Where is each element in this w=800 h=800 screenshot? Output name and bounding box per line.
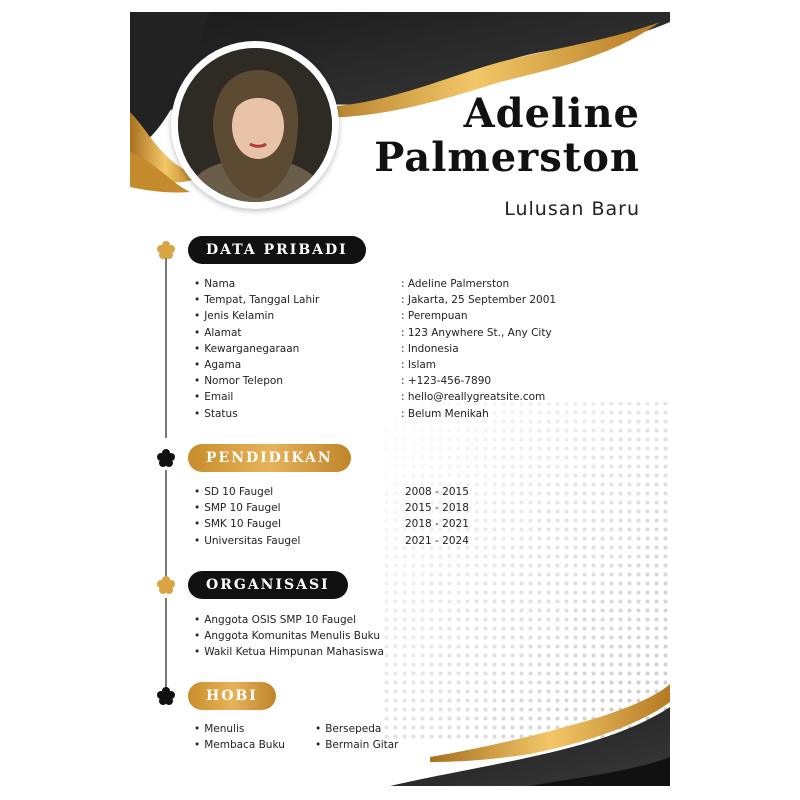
last-name: Palmerston	[374, 134, 640, 181]
hobby-item: • Bermain Gitar	[315, 739, 399, 751]
flower-icon	[156, 686, 176, 706]
hobby-item: • Bersepeda	[315, 723, 381, 735]
flower-icon	[156, 575, 176, 595]
cv-page: Adeline Palmerston Lulusan Baru DATA PRIBADI • Nama : Adeline Palmerston • Tempat, Tanggal Lahir : Jakarta, 25 September 2001 • Jenis Kelamin : Perempuan • Alamat : 123 Anywhere St., Any City • Kewarganegaraan : Indonesia • Agama : Islam • Nomor Telepon : +123-456-7890 • Email : hello@reallygreatsite.com • Status : Belum Menikah PENDIDIKAN • SD 10 Faugel 2008 - 2015 • SMP 10 Faugel 2015 - 2018 • SMK 10 Faugel 2018 - 2021 • Universitas Faugel 2021 - 2024 ORGANISASI • Anggota OSIS SMP 10 Faugel • Anggota Komunitas Menulis Buku • Wakil Ketua Himpunan Mahasiswa HOBI • Menulis • Bersepeda • Membaca Buku • Bermain Gitar	[130, 12, 670, 786]
flower-icon	[156, 448, 176, 468]
job-role: Lulusan Baru	[504, 198, 640, 220]
timeline-line	[165, 598, 167, 690]
hobby-item: • Membaca Buku	[194, 739, 285, 751]
timeline-line	[165, 258, 167, 438]
flower-icon	[156, 240, 176, 260]
section-title-hobi: HOBI	[188, 682, 276, 710]
section-title-organisasi: ORGANISASI	[188, 571, 348, 599]
hobby-item: • Menulis	[194, 723, 244, 735]
profile-photo	[178, 48, 332, 202]
first-name: Adeline	[463, 90, 640, 137]
section-title-data-pribadi: DATA PRIBADI	[188, 236, 366, 264]
timeline-line	[165, 470, 167, 582]
section-title-pendidikan: PENDIDIKAN	[188, 444, 351, 472]
halftone-dots	[380, 402, 670, 742]
full-name	[374, 92, 640, 180]
